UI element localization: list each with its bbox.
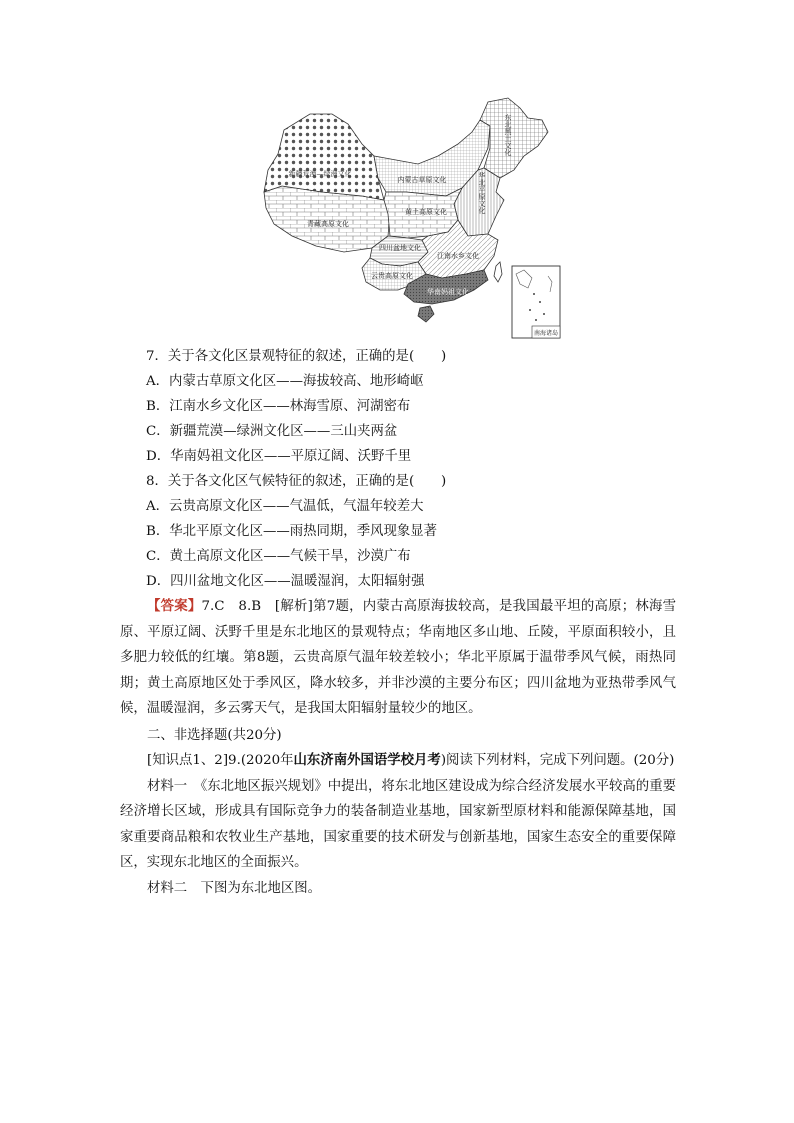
region-dongbei	[480, 98, 548, 178]
q9-suffix: )阅读下列材料，完成下列问题。(20分)	[440, 752, 675, 768]
q7-stem: 7．关于各文化区景观特征的叙述，正确的是( )	[146, 349, 447, 364]
q8-option-c: C．黄土高原文化区——气候干旱，沙漠广布	[146, 549, 411, 564]
q7-option-d: D．华南妈祖文化区——平原辽阔、沃野千里	[146, 449, 412, 464]
material-2: 材料二 下图为东北地区图。	[147, 880, 322, 896]
answer-explanation	[120, 594, 676, 722]
q8-option-b: B．华北平原文化区——雨热同期，季风现象显著	[146, 524, 438, 539]
xinjiang-label: 新疆荒漠—绿洲文化	[288, 170, 352, 178]
dongbei-label: 东北黑土文化	[504, 114, 512, 156]
section-heading: 二、非选择题(共20分)	[147, 727, 282, 743]
sichuan-label: 四川盆地文化	[379, 244, 421, 252]
q9-source: 山东济南外国语学校月考	[293, 751, 441, 768]
q8-option-a: A．云贵高原文化区——气温低，气温年较差大	[146, 499, 424, 514]
taiwan-island	[494, 262, 502, 282]
huangtu-label: 黄土高原文化	[405, 208, 447, 216]
answer-tag: 【答案】	[147, 598, 202, 614]
q9-prefix: [知识点1、2]9.(2020年	[147, 752, 294, 768]
huanan-label: 华南妈祖文化	[427, 288, 469, 296]
china-culture-region-map	[262, 96, 564, 340]
neimenggu-label: 内蒙古草原文化	[397, 176, 447, 184]
material-1: 材料一 《东北地区振兴规划》中提出，将东北地区建设成为综合经济发展水平较高的重要经济增长区域，形成具有国际竞争力的装备制造业基地，国家新型原材料和能源保障基地，国家重要商品粮和农牧业生产基地，国家重要的技术研发与创新基地，国家生态安全的重要保障区，实现东北地区的全面振兴。	[120, 778, 676, 871]
q8-option-d: D．四川盆地文化区——温暖湿润，太阳辐射强	[146, 574, 425, 589]
qingzang-label: 青藏高原文化	[307, 220, 349, 228]
jiangnan-label: 江南水乡文化	[437, 252, 479, 260]
q7-option-a: A．内蒙古草原文化区——海拔较高、地形崎岖	[146, 374, 424, 389]
huabei-label: 华北平原文化	[478, 172, 486, 214]
nanhai-label: 南海诸岛	[533, 330, 559, 337]
q8-stem: 8．关于各文化区气候特征的叙述，正确的是( )	[146, 474, 447, 489]
hainan-island	[418, 306, 434, 322]
yungui-label: 云贵高原文化	[371, 272, 413, 280]
document-body	[120, 344, 676, 902]
answer-text: 7.C 8.B [解析]第7题，内蒙古高原海拔较高，是我国最平坦的高原；林海雪原、平原辽阔、沃野千里是东北地区的景观特点；华南地区多山地、丘陵，平原面积较小，且多肥力较低的红壤。第8题，云贵高原气温年较差较小；华北平原属于温带季风气候，雨热同期；黄土高原地区处于季风区，降水较多，并非沙漠的主要分布区；四川盆地为亚热带季风气候，温暖湿润，多云雾天气，是我国太阳辐射量较少的地区。	[120, 599, 677, 717]
south-china-sea-inset	[512, 266, 560, 338]
q7-option-b: B．江南水乡文化区——林海雪原、河湖密布	[146, 399, 411, 414]
q9-stem	[120, 748, 676, 774]
q7-option-c: C．新疆荒漠—绿洲文化区——三山夹两盆	[146, 424, 398, 439]
